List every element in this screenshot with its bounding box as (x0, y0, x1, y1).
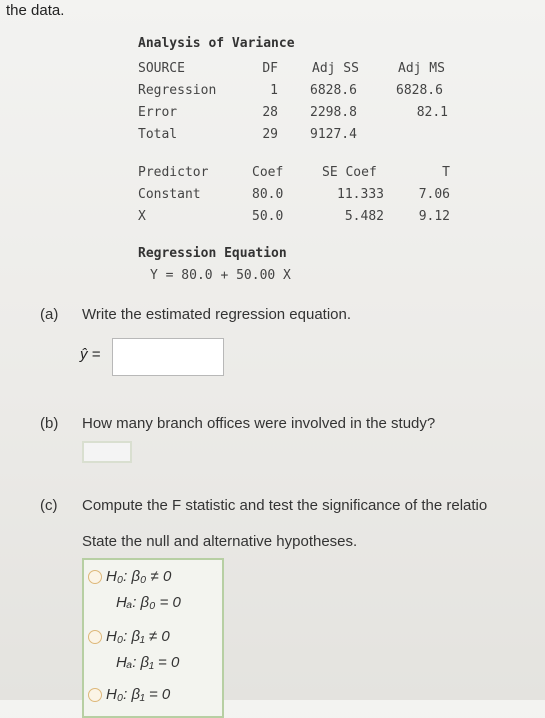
anova-row-source: Error (138, 105, 178, 120)
hypothesis-ha: Hₐ: β₁ = 0 (116, 654, 180, 671)
anova-row-adjss: 6828.6 (310, 83, 357, 98)
question-text: Write the estimated regression equation. (82, 306, 352, 323)
coef-row-coef: 50.0 (252, 209, 284, 224)
header-text: the data. (6, 2, 65, 19)
regression-equation-input[interactable] (112, 338, 224, 376)
hypothesis-radio-1[interactable] (88, 570, 102, 584)
hypothesis-h0: H₀: β₁ ≠ 0 (106, 628, 170, 645)
question-label: (c) (40, 497, 58, 514)
coef-row-se: 11.333 (337, 187, 384, 202)
question-b (40, 415, 435, 432)
coef-header-predictor: Predictor (138, 165, 209, 180)
anova-row-source: Total (138, 127, 178, 142)
anova-row-df: 1 (270, 83, 278, 98)
hypothesis-radio-2[interactable] (88, 630, 102, 644)
anova-header-adjss: Adj SS (312, 61, 359, 76)
coef-header-t: T (442, 165, 450, 180)
yhat-label: ŷ = (80, 346, 101, 363)
regression-title: Regression Equation (138, 246, 287, 261)
anova-header-adjms: Adj MS (398, 61, 445, 76)
anova-header-source: SOURCE (138, 61, 185, 76)
anova-row-adjss: 9127.4 (310, 127, 357, 142)
branch-offices-input[interactable] (82, 441, 132, 463)
coef-row-t: 7.06 (418, 187, 450, 202)
coef-row-predictor: Constant (138, 187, 201, 202)
question-text: How many branch offices were involved in the study? (82, 415, 436, 432)
anova-row-adjms: 6828.6 (396, 83, 443, 98)
question-label: (a) (40, 306, 59, 323)
question-text: Compute the F statistic and test the significance of the relatio (82, 497, 488, 514)
coef-header-se: SE Coef (322, 165, 377, 180)
anova-row-adjms: 82.1 (416, 105, 448, 120)
anova-header-df: DF (262, 61, 278, 76)
coef-row-predictor: X (138, 209, 146, 224)
question-c-subtext: State the null and alternative hypotheses. (82, 533, 358, 550)
question-label: (b) (40, 415, 59, 432)
anova-row-df: 29 (262, 127, 278, 142)
regression-equation: Y = 80.0 + 50.00 X (150, 268, 291, 283)
anova-row-source: Regression (138, 83, 217, 98)
question-c (40, 497, 487, 514)
anova-row-df: 28 (262, 105, 278, 120)
coef-row-t: 9.12 (418, 209, 450, 224)
coef-row-se: 5.482 (344, 209, 384, 224)
hypothesis-h0: H₀: β₁ = 0 (106, 686, 171, 703)
question-a (40, 306, 351, 323)
anova-title: Analysis of Variance (138, 36, 295, 51)
coef-row-coef: 80.0 (252, 187, 284, 202)
anova-row-adjss: 2298.8 (310, 105, 357, 120)
coef-header-coef: Coef (252, 165, 284, 180)
hypothesis-ha: Hₐ: β₀ = 0 (116, 594, 181, 611)
hypothesis-h0: H₀: β₀ ≠ 0 (106, 568, 172, 585)
